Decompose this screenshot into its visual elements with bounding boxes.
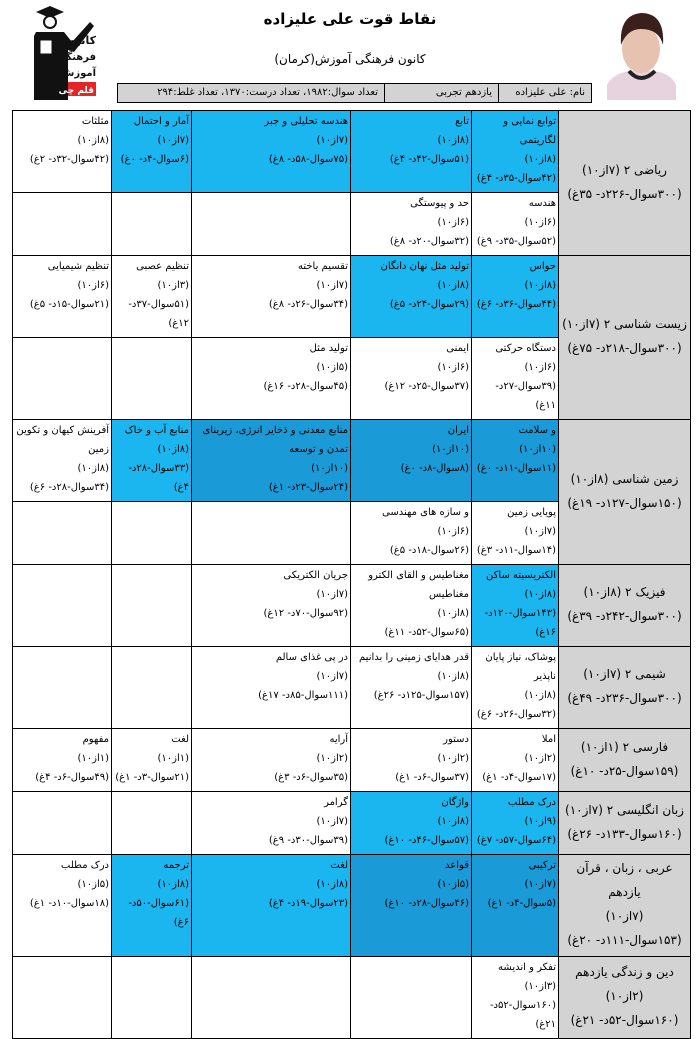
topic-stats: (۹۲سوال-۷۰د- ۱۲غ)	[263, 608, 348, 619]
topic-stats: (۴۵سوال-۲۸د- ۱۶غ)	[263, 381, 348, 392]
student-info-bar	[117, 83, 592, 103]
topic-cell	[472, 565, 559, 647]
empty-cell	[13, 792, 112, 855]
topic-cell	[351, 193, 472, 256]
table-row	[13, 420, 691, 502]
table-row	[13, 647, 691, 729]
subject-label: (۳۰۰سوال-۲۱۸د- ۷۵غ)	[567, 341, 682, 355]
overall-stats: تعداد سوال:۱۹۸۲، تعداد درست:۱۳۷۰، تعداد غلط:۲۹۴	[157, 87, 378, 98]
topic-score: (۸از۱۰)	[524, 589, 556, 600]
topic-stats: (۴۲سوال-۳۲د- ۲غ)	[29, 154, 109, 165]
topic-name: حد و پیوستگی	[410, 198, 469, 209]
topic-score: (۷از۱۰)	[316, 816, 348, 827]
topic-stats: (۳۹سوال-۳۰د- ۹غ)	[268, 835, 348, 846]
topic-name: پویایی زمین	[507, 507, 556, 518]
topic-name: تقسیم یاخته	[297, 261, 348, 272]
topic-stats: (۱۱سوال-۱۱د- ۰غ)	[476, 463, 556, 474]
topic-cell	[472, 256, 559, 338]
table-row	[13, 729, 691, 792]
topic-name: ترکیبی	[528, 860, 556, 871]
topic-stats: (۴۴سوال-۳۶د- ۶غ)	[476, 299, 556, 310]
topic-name: در پی غذای سالم	[275, 652, 348, 663]
topic-cell	[192, 647, 351, 729]
empty-cell	[112, 193, 192, 256]
topic-cell	[351, 792, 472, 855]
topic-cell	[351, 729, 472, 792]
topic-stats: (۲۱سوال-۱۵د- ۵غ)	[29, 299, 109, 310]
topic-name: آفرینش کیهان و تکوین زمین	[16, 425, 109, 455]
subject-label: (۱۵۳سوال-۱۱۱د- ۲۰غ)	[567, 933, 682, 947]
topic-name: لغت	[171, 734, 189, 745]
topic-name: و سلامت	[518, 425, 556, 436]
empty-cell	[351, 957, 472, 1039]
subject-label: (۳۰۰سوال-۲۲۶د- ۳۵غ)	[567, 186, 682, 201]
topic-name: تولید مثل نهان دانگان	[380, 261, 469, 272]
topic-name: آمار و احتمال	[133, 116, 189, 127]
topic-stats: (۳۳سوال-۲۸د- ۴غ)	[128, 463, 189, 493]
topic-name: تابع	[455, 116, 469, 127]
topic-name: جریان الکتریکی	[283, 570, 348, 581]
topic-score: (۶از۱۰)	[524, 217, 556, 228]
topic-name: مفهوم	[82, 734, 109, 745]
topic-cell	[351, 338, 472, 420]
subject-cell	[559, 729, 691, 792]
topic-stats: (۵سوال-۴د- ۱غ)	[487, 898, 556, 909]
topic-name: قدر هدایای زمینی را بدانیم	[359, 652, 469, 663]
topic-score: (۸از۱۰)	[524, 690, 556, 701]
subject-label: عربی ، زبان ، قرآن یازدهم	[576, 861, 673, 899]
topic-stats: (۲۴سوال-۲۳د- ۱غ)	[268, 482, 348, 493]
empty-cell	[13, 338, 112, 420]
topic-stats: (۲۹سوال-۲۴د- ۵غ)	[389, 299, 469, 310]
topic-cell	[351, 420, 472, 502]
topic-cell	[472, 502, 559, 565]
subject-label: شیمی ۲ (۷از۱۰)	[583, 667, 666, 681]
topic-cell	[351, 256, 472, 338]
topic-score: (۲از۱۰)	[316, 753, 348, 764]
svg-text:آموزش: آموزش	[60, 68, 96, 79]
topic-stats: (۵۱سوال-۳۷د- ۱۲غ)	[128, 299, 189, 329]
empty-cell	[112, 565, 192, 647]
topic-name: املا	[541, 734, 556, 745]
topic-name: الکتریسیته ساکن	[486, 570, 556, 581]
topic-stats: (۱۴سوال-۱۱د- ۳غ)	[476, 545, 556, 556]
topic-score: (۸از۱۰)	[77, 463, 109, 474]
subject-label: (۱۵۰سوال-۱۲۷د- ۱۹غ)	[567, 495, 682, 510]
topic-name: قواعد	[445, 860, 469, 871]
topic-name: ایران	[447, 425, 469, 436]
topic-stats: (۱۱۱سوال-۸۵د- ۱۷غ)	[258, 690, 348, 701]
topic-cell	[472, 420, 559, 502]
student-photo	[603, 5, 680, 100]
topic-score: (۷از۱۰)	[524, 879, 556, 890]
topic-cell	[192, 729, 351, 792]
topic-score: (۶از۱۰)	[77, 280, 109, 291]
topic-cell	[13, 111, 112, 193]
topic-stats: (۶سوال-۴د- ۰غ)	[120, 154, 189, 165]
topic-score: (۸از۱۰)	[437, 671, 469, 682]
topic-stats: (۳۴سوال-۲۸د- ۶غ)	[29, 482, 109, 493]
topic-score: (۶از۱۰)	[437, 526, 469, 537]
topic-name: مغناطیس و القای الکترو مغناطیس	[368, 570, 469, 600]
topic-stats: (۲۳سوال-۱۹د- ۴غ)	[268, 898, 348, 909]
topic-cell	[112, 420, 192, 502]
topic-cell	[351, 111, 472, 193]
subject-label: (۷از۱۰)	[605, 909, 644, 923]
table-row	[13, 565, 691, 647]
topic-name: منابع معدنی و ذخایر انرژی، زیربنای تمدن و توسعه	[202, 425, 348, 455]
subject-cell	[559, 647, 691, 729]
topic-stats: (۵۱سوال-۴۲د- ۴غ)	[389, 154, 469, 165]
topic-name: ترجمه	[163, 860, 189, 871]
topic-cell	[13, 729, 112, 792]
topic-score: (۱از۱۰)	[157, 753, 189, 764]
table-row	[13, 855, 691, 957]
topic-name: مثلثات	[81, 116, 109, 127]
topic-cell	[112, 111, 192, 193]
subject-cell	[559, 256, 691, 420]
subject-cell	[559, 565, 691, 647]
topic-score: (۷از۱۰)	[316, 589, 348, 600]
topic-cell	[13, 855, 112, 957]
topic-stats: (۳۲سوال-۲۶د- ۶غ)	[476, 709, 556, 720]
svg-text:کانون: کانون	[65, 34, 96, 47]
topic-stats: (۵۷سوال-۴۶د- ۱۰غ)	[384, 835, 469, 846]
empty-cell	[112, 502, 192, 565]
topic-cell	[192, 792, 351, 855]
subject-label: (۱۶۰سوال-۵۲د- ۲۱غ)	[570, 1013, 679, 1027]
table-row	[13, 792, 691, 855]
topic-stats: (۸سوال-۸د- ۰غ)	[400, 463, 469, 474]
topic-stats: (۶۴سوال-۵۷د- ۷غ)	[476, 835, 556, 846]
topic-score: (۸از۱۰)	[77, 135, 109, 146]
topic-name: تنظیم عصبی	[136, 261, 189, 272]
topic-name: پوشاک، نیاز پایان ناپذیر	[485, 652, 556, 682]
topic-name: توابع نمایی و لگاریتمی	[503, 116, 556, 146]
subject-cell	[559, 855, 691, 957]
topic-stats: (۵۲سوال-۳۵د- ۹غ)	[476, 236, 556, 247]
empty-cell	[112, 647, 192, 729]
empty-cell	[13, 502, 112, 565]
topic-cell	[472, 338, 559, 420]
topic-score: (۸از۱۰)	[524, 280, 556, 291]
topic-score: (۷از۱۰)	[524, 526, 556, 537]
topic-score: (۸از۱۰)	[437, 816, 469, 827]
topic-score: (۶از۱۰)	[437, 217, 469, 228]
topic-score: (۶از۱۰)	[524, 362, 556, 373]
topic-cell	[192, 256, 351, 338]
topic-stats: (۳۲سوال-۲۰د- ۸غ)	[389, 236, 469, 247]
subject-cell	[559, 111, 691, 256]
topic-score: (۱۰از۱۰)	[311, 463, 348, 474]
student-grade: یازدهم تجربی	[384, 84, 498, 102]
topic-name: تفکر و اندیشه	[498, 962, 556, 973]
empty-cell	[192, 193, 351, 256]
topic-stats: (۳۹سوال-۲۷د- ۱۱غ)	[495, 381, 556, 411]
topic-stats: (۴۹سوال-۶د- ۴غ)	[35, 772, 109, 783]
empty-cell	[13, 565, 112, 647]
student-name: نام: علی علیزاده	[498, 84, 591, 102]
topic-score: (۸از۱۰)	[437, 135, 469, 146]
topic-name: تنظیم شیمیایی	[47, 261, 109, 272]
subject-label: (۳۰۰سوال-۲۳۶د- ۴۹غ)	[567, 691, 682, 705]
strengths-table	[12, 110, 691, 1039]
topic-score: (۷از۱۰)	[316, 280, 348, 291]
topic-score: (۷از۱۰)	[316, 135, 348, 146]
topic-score: (۸از۱۰)	[437, 608, 469, 619]
topic-name: آرایه	[329, 734, 348, 745]
topic-cell	[472, 855, 559, 957]
subject-label: فارسی ۲ (۱از۱۰)	[580, 739, 669, 754]
topic-name: حواس	[529, 261, 556, 272]
topic-name: دستگاه حرکتی	[495, 343, 556, 354]
empty-cell	[192, 957, 351, 1039]
topic-cell	[112, 729, 192, 792]
subject-cell	[559, 792, 691, 855]
page-title: نقاط قوت علی علیزاده	[263, 10, 437, 28]
topic-cell	[192, 420, 351, 502]
kanoon-logo	[28, 2, 98, 100]
topic-cell	[112, 855, 192, 957]
subject-label: زمین شناسی (۸از۱۰)	[570, 471, 679, 486]
topic-stats: (۷۵سوال-۵۸د- ۸غ)	[268, 154, 348, 165]
subject-label: (۱۵۹سوال-۲۵د- ۱۰غ)	[570, 763, 679, 778]
topic-stats: (۳۵سوال-۶د- ۳غ)	[274, 772, 348, 783]
topic-score: (۸از۱۰)	[437, 280, 469, 291]
topic-score: (۲از۱۰)	[524, 753, 556, 764]
topic-score: (۸از۱۰)	[524, 154, 556, 165]
topic-stats: (۳۷سوال-۶د- ۱غ)	[395, 772, 469, 783]
topic-cell	[13, 420, 112, 502]
svg-text:فرهنگی: فرهنگی	[56, 52, 96, 63]
topic-name: هندسه	[528, 198, 556, 209]
table-row	[13, 957, 691, 1039]
topic-cell	[351, 565, 472, 647]
topic-cell	[192, 338, 351, 420]
topic-name: واژگان	[441, 797, 469, 808]
topic-stats: (۴۲سوال-۳۵د- ۴غ)	[476, 173, 556, 184]
subject-label: (۳۰۰سوال-۲۴۲د- ۳۹غ)	[567, 609, 682, 623]
empty-cell	[13, 193, 112, 256]
topic-stats: (۶۱سوال-۵۰د- ۶غ)	[128, 898, 189, 928]
topic-score: (۱از۱۰)	[77, 753, 109, 764]
empty-cell	[13, 957, 112, 1039]
subject-label: زیست شناسی ۲ (۷از۱۰)	[562, 317, 687, 331]
subject-cell	[559, 957, 691, 1039]
topic-cell	[13, 256, 112, 338]
topic-score: (۳از۱۰)	[157, 280, 189, 291]
topic-score: (۵از۱۰)	[316, 362, 348, 373]
page-subtitle: کانون فرهنگی آموزش(کرمان)	[274, 52, 426, 66]
topic-stats: (۳۴سوال-۲۶د- ۸غ)	[268, 299, 348, 310]
topic-stats: (۱۵۷سوال-۱۲۵د- ۲۶غ)	[373, 690, 469, 701]
topic-cell	[351, 855, 472, 957]
topic-stats: (۲۶سوال-۱۸د- ۵غ)	[389, 545, 469, 556]
subject-label: زبان انگلیسی ۲ (۷از۱۰)	[565, 802, 684, 817]
topic-stats: (۱۶۰سوال-۵۲د- ۲۱غ)	[489, 1000, 556, 1030]
topic-stats: (۱۸سوال-۱۰د- ۱غ)	[29, 898, 109, 909]
topic-name: ایمنی	[446, 343, 469, 354]
topic-cell	[112, 256, 192, 338]
topic-score: (۸از۱۰)	[157, 879, 189, 890]
topic-name: لغت	[330, 860, 348, 871]
subject-cell	[559, 420, 691, 565]
empty-cell	[112, 792, 192, 855]
topic-score: (۵از۱۰)	[437, 879, 469, 890]
empty-cell	[192, 502, 351, 565]
topic-cell	[192, 855, 351, 957]
topic-score: (۹از۱۰)	[524, 816, 556, 827]
topic-stats: (۴۶سوال-۲۸د- ۱۰غ)	[384, 898, 469, 909]
topic-score: (۸از۱۰)	[157, 444, 189, 455]
topic-stats: (۶۵سوال-۵۲د- ۱۱غ)	[384, 627, 469, 638]
topic-stats: (۱۷سوال-۴د- ۱غ)	[482, 772, 556, 783]
topic-name: و سازه های مهندسی	[382, 507, 469, 518]
empty-cell	[13, 647, 112, 729]
topic-name: منابع آب و خاک	[124, 425, 189, 436]
topic-score: (۷از۱۰)	[316, 671, 348, 682]
topic-stats: (۱۴۳سوال-۱۲۰د- ۱۶غ)	[484, 608, 556, 638]
topic-cell	[472, 193, 559, 256]
topic-name: تولید مثل	[309, 343, 348, 354]
topic-score: (۸از۱۰)	[316, 879, 348, 890]
topic-name: گرامر	[324, 797, 348, 808]
topic-cell	[192, 111, 351, 193]
svg-text:قلم چی: قلم چی	[58, 86, 94, 96]
topic-stats: (۲۱سوال-۳د- ۱غ)	[115, 772, 189, 783]
topic-name: هندسه تحلیلی و جبر	[264, 116, 348, 127]
topic-cell	[351, 647, 472, 729]
table-row	[13, 111, 691, 193]
topic-score: (۲از۱۰)	[437, 753, 469, 764]
topic-score: (۱۰از۱۰)	[432, 444, 469, 455]
topic-cell	[472, 647, 559, 729]
topic-score: (۶از۱۰)	[437, 362, 469, 373]
topic-score: (۱۰از۱۰)	[519, 444, 556, 455]
empty-cell	[112, 338, 192, 420]
topic-name: درک مطلب	[60, 860, 109, 871]
subject-label: (۱۶۰سوال-۱۳۳د- ۲۶غ)	[567, 826, 682, 841]
topic-cell	[472, 729, 559, 792]
topic-stats: (۳۷سوال-۲۵د- ۱۲غ)	[384, 381, 469, 392]
topic-cell	[472, 111, 559, 193]
topic-score: (۷از۱۰)	[157, 135, 189, 146]
subject-label: ریاضی ۲ (۷از۱۰)	[582, 162, 667, 177]
topic-score: (۵از۱۰)	[77, 879, 109, 890]
topic-cell	[351, 502, 472, 565]
topic-name: درک مطلب	[507, 797, 556, 808]
empty-cell	[112, 957, 192, 1039]
topic-name: دستور	[443, 734, 469, 745]
topic-score: (۳از۱۰)	[524, 981, 556, 992]
topic-cell	[472, 957, 559, 1039]
subject-label: فیزیک ۲ (۸از۱۰)	[583, 585, 666, 599]
subject-label: دین و زندگی یازدهم (۲از۱۰)	[575, 965, 674, 1003]
topic-cell	[192, 565, 351, 647]
table-row	[13, 256, 691, 338]
topic-cell	[472, 792, 559, 855]
